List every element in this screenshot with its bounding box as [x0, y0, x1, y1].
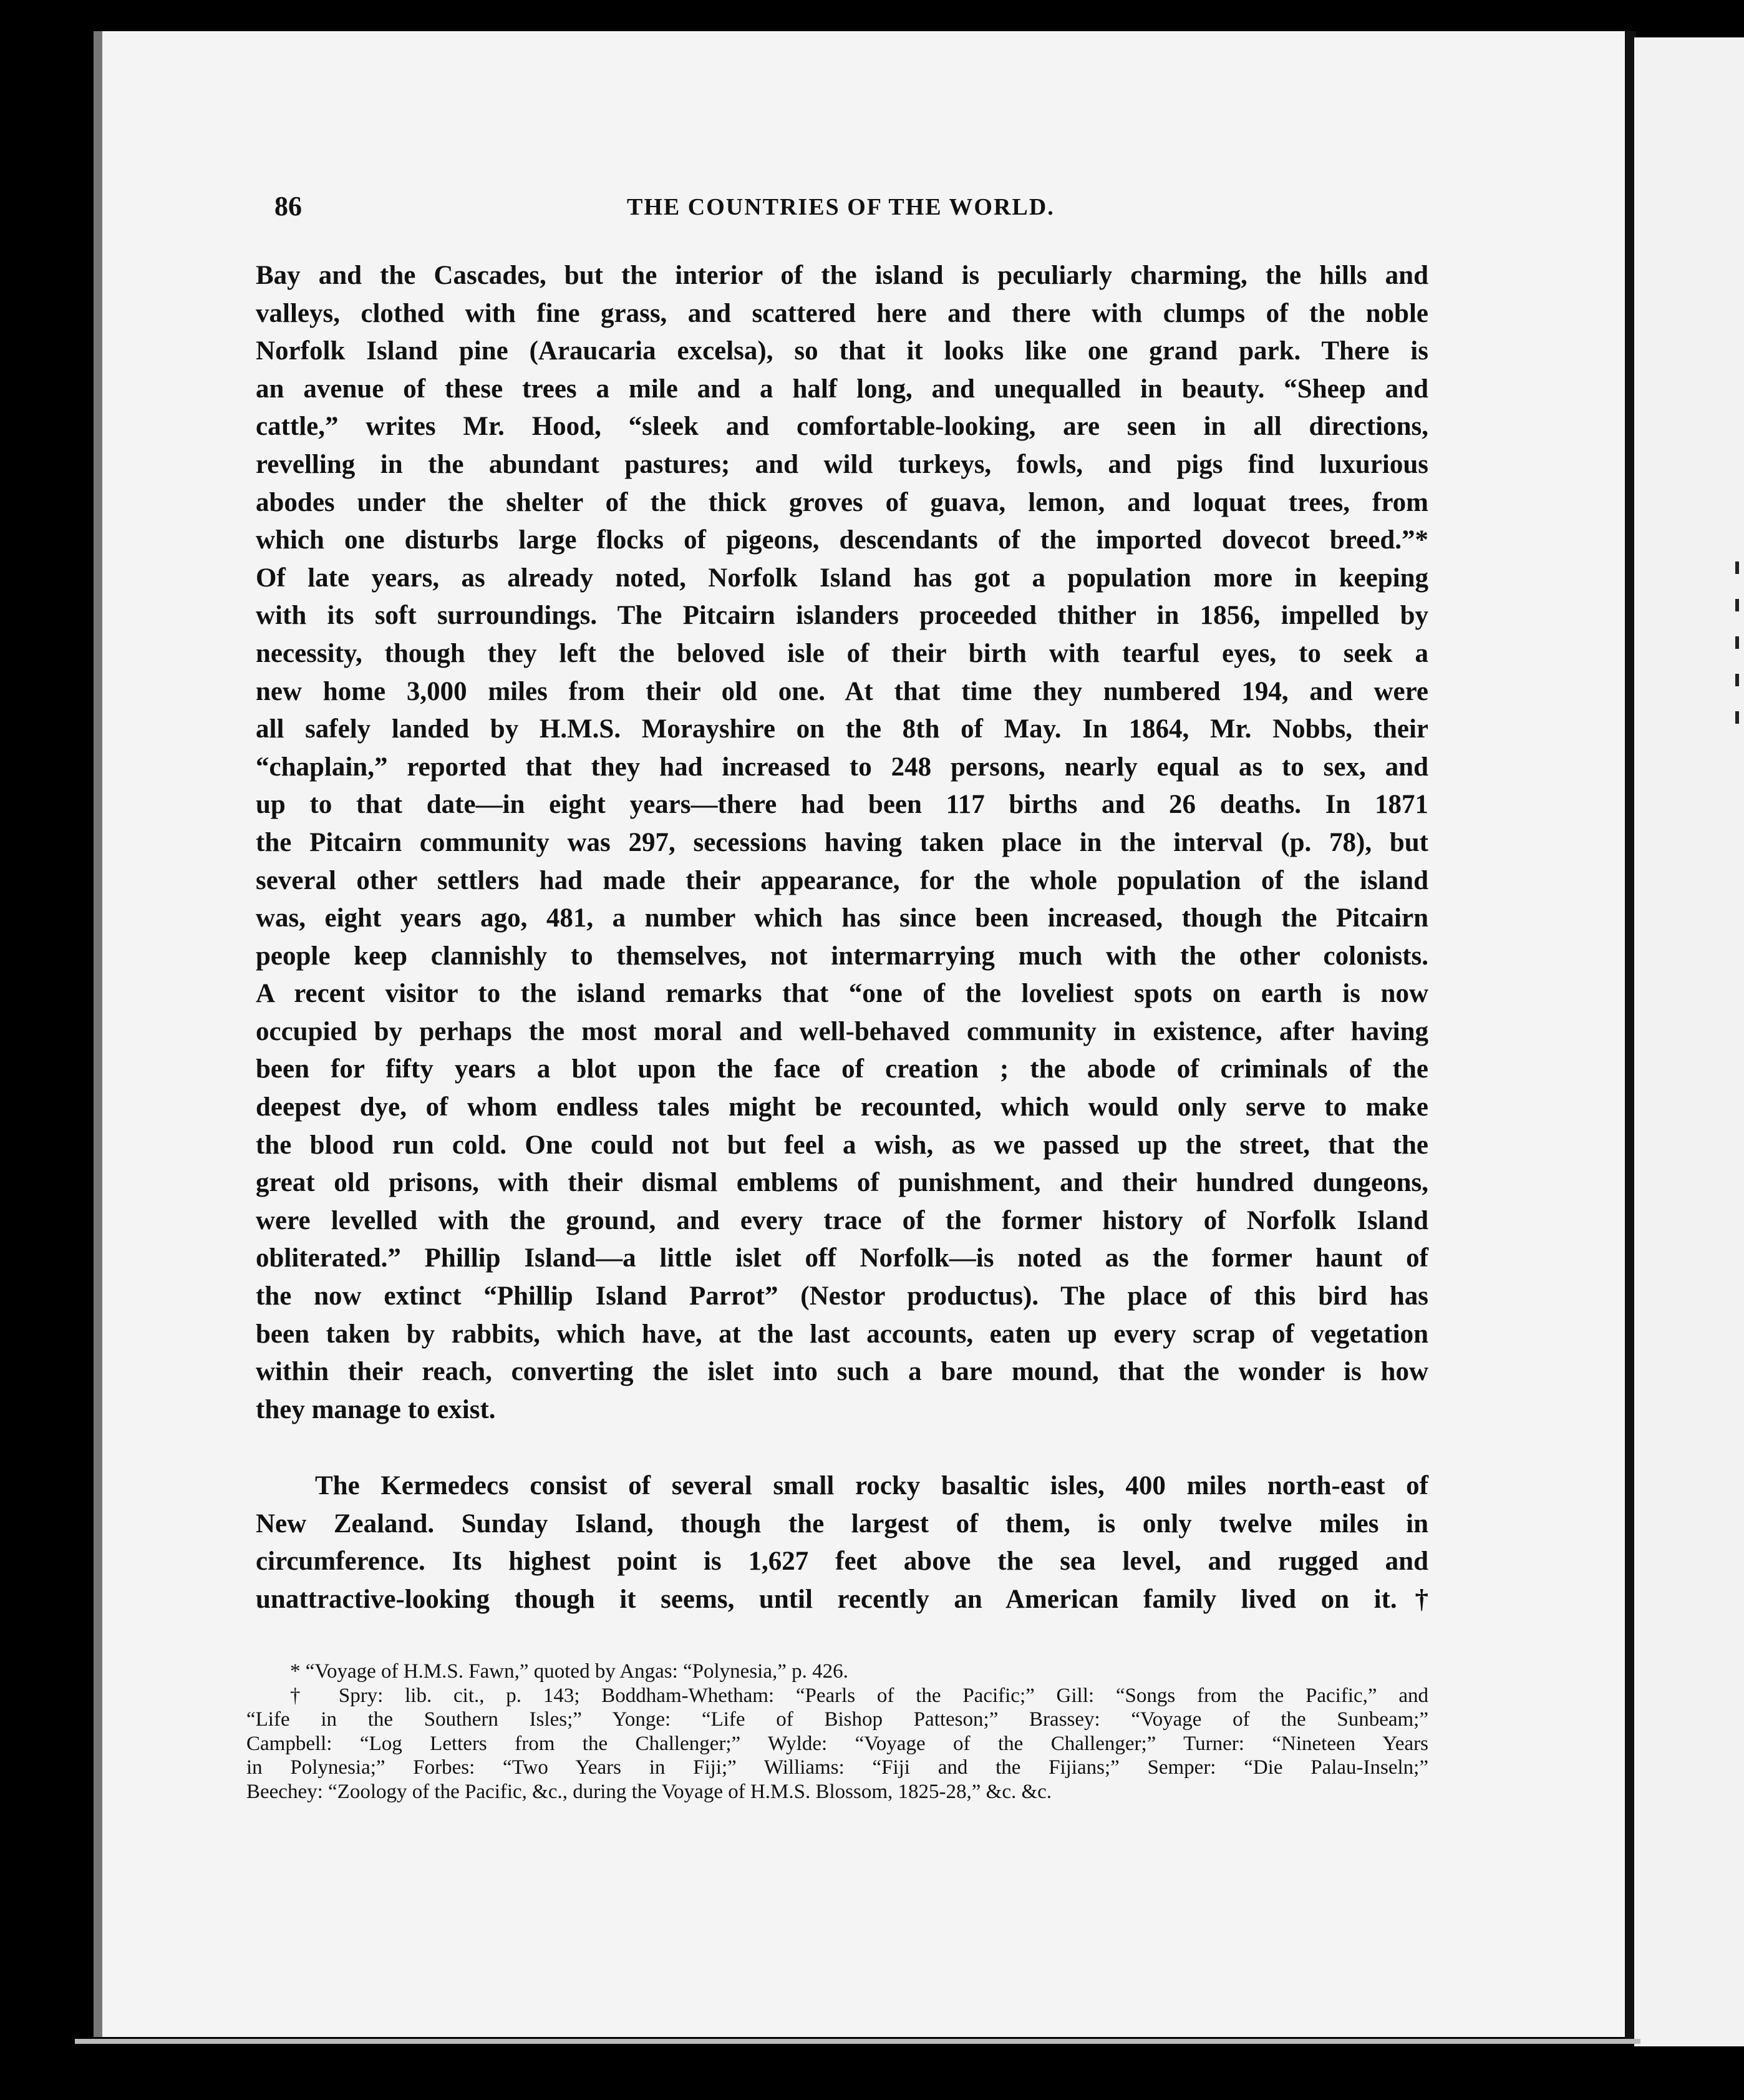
page-number: 86	[274, 191, 302, 221]
text-line: been taken by rabbits, which have, at the last accounts, eaten up every scrap of vegetation	[256, 1319, 1428, 1349]
text-line: the now extinct “Phillip Island Parrot” (Nestor productus). The place of this bird has	[256, 1281, 1428, 1311]
text-line: circumference. Its highest point is 1,627 feet above the sea level, and rugged and	[256, 1547, 1428, 1577]
text-line: people keep clannishly to themselves, not intermarrying much with the other colonists.	[256, 941, 1428, 971]
text-line: occupied by perhaps the most moral and well-behaved community in existence, after having	[256, 1016, 1428, 1046]
text-line: unattractive-looking though it seems, until recently an American family lived on it.†	[256, 1584, 1428, 1614]
text-line: all safely landed by H.M.S. Morayshire on the 8th of May. In 1864, Mr. Nobbs, their	[256, 714, 1428, 744]
text-line: several other settlers had made their appearance, for the whole population of the island	[256, 865, 1428, 895]
page-bottom-edge	[75, 2039, 1640, 2044]
text-line: been for fifty years a blot upon the face of creation ; the abode of criminals of the	[256, 1054, 1428, 1084]
text-line: new home 3,000 miles from their old one. At that time they numbered 194, and were	[256, 676, 1428, 706]
text-line: with its soft surroundings. The Pitcairn islanders proceeded thither in 1856, impelled by	[256, 601, 1428, 631]
text-line: valleys, clothed with fine grass, and scattered here and there with clumps of the noble	[256, 298, 1428, 328]
text-line: the blood run cold. One could not but feel a wish, as we passed up the street, that the	[256, 1130, 1428, 1160]
paragraph-kermadecs	[256, 1467, 1428, 1618]
text-line: an avenue of these trees a mile and a half long, and unequalled in beauty. “Sheep and	[256, 374, 1428, 404]
text-line: The Kermedecs consist of several small rocky basaltic isles, 400 miles north-east of	[315, 1471, 1428, 1500]
text-line: were levelled with the ground, and every trace of the former history of Norfolk Island	[256, 1205, 1428, 1235]
text-line: “chaplain,” reported that they had increased to 248 persons, nearly equal as to sex, and	[256, 752, 1428, 782]
text-line: necessity, though they left the beloved isle of their birth with tearful eyes, to seek a	[256, 638, 1428, 668]
text-line: which one disturbs large flocks of pigeons, descendants of the imported dovecot breed.”*	[256, 525, 1428, 555]
text-line: up to that date—in eight years—there had been 117 births and 26 deaths. In 1871	[256, 790, 1428, 820]
text-line: New Zealand. Sunday Island, though the largest of them, is only twelve miles in	[256, 1509, 1428, 1539]
text-line: obliterated.” Phillip Island—a little islet off Norfolk—is noted as the former haunt of	[256, 1243, 1428, 1273]
running-title: THE COUNTRIES OF THE WORLD.	[627, 194, 1055, 220]
text-line: cattle,” writes Mr. Hood, “sleek and comfortable-looking, are seen in all directions,	[256, 412, 1428, 442]
text-line: within their reach, converting the islet into such a bare mound, that the wonder is how	[256, 1357, 1428, 1387]
text-line: deepest dye, of whom endless tales might be recounted, which would only serve to make	[256, 1092, 1428, 1122]
text-line: Bay and the Cascades, but the interior of the island is peculiarly charming, the hills and	[256, 261, 1428, 290]
footnote-line: Beechey: “Zoology of the Pacific, &c., during the Voyage of H.M.S. Blossom, 1825-28,” &c. &c.	[246, 1780, 1052, 1803]
footnote-dagger: † Spry: lib. cit., p. 143; Boddham-Whetham: “Pearls of the Pacific;” Gill: “Songs from the Pacific,” and	[290, 1684, 1428, 1707]
footnotes	[246, 1660, 1428, 1804]
footnote-line: in Polynesia;” Forbes: “Two Years in Fiji;” Williams: “Fiji and the Fijians;” Semper: “Die Palau-Inseln;”	[246, 1756, 1428, 1779]
text-line: revelling in the abundant pastures; and wild turkeys, fowls, and pigs find luxurious	[256, 449, 1428, 479]
paragraph-norfolk-island	[256, 257, 1428, 1429]
binding-gutter	[94, 31, 102, 2037]
facing-page-text-fragments	[1735, 561, 1739, 724]
text-line: Norfolk Island pine (Araucaria excelsa), so that it looks like one grand park. There is	[256, 336, 1428, 366]
facing-page-strip	[1634, 37, 1744, 2046]
text-line: Of late years, as already noted, Norfolk Island has got a population more in keeping	[256, 563, 1428, 593]
text-line: great old prisons, with their dismal emblems of punishment, and their hundred dungeons,	[256, 1168, 1428, 1198]
text-line: was, eight years ago, 481, a number which has since been increased, though the Pitcairn	[256, 903, 1428, 933]
footnote-star: * “Voyage of H.M.S. Fawn,” quoted by Angas: “Polynesia,” p. 426.	[290, 1660, 848, 1683]
footnote-line: “Life in the Southern Isles;” Yonge: “Life of Bishop Patteson;” Brassey: “Voyage of the Sunbeam;”	[246, 1708, 1428, 1731]
text-line: they manage to exist.	[256, 1394, 496, 1424]
text-line: abodes under the shelter of the thick groves of guava, lemon, and loquat trees, from	[256, 487, 1428, 517]
footnote-line: Campbell: “Log Letters from the Challenger;” Wylde: “Voyage of the Challenger;” Turner: “Nineteen Years	[246, 1732, 1428, 1755]
text-line: A recent visitor to the island remarks that “one of the loveliest spots on earth is now	[256, 979, 1428, 1009]
text-line: the Pitcairn community was 297, secessions having taken place in the interval (p. 78), but	[256, 827, 1428, 857]
